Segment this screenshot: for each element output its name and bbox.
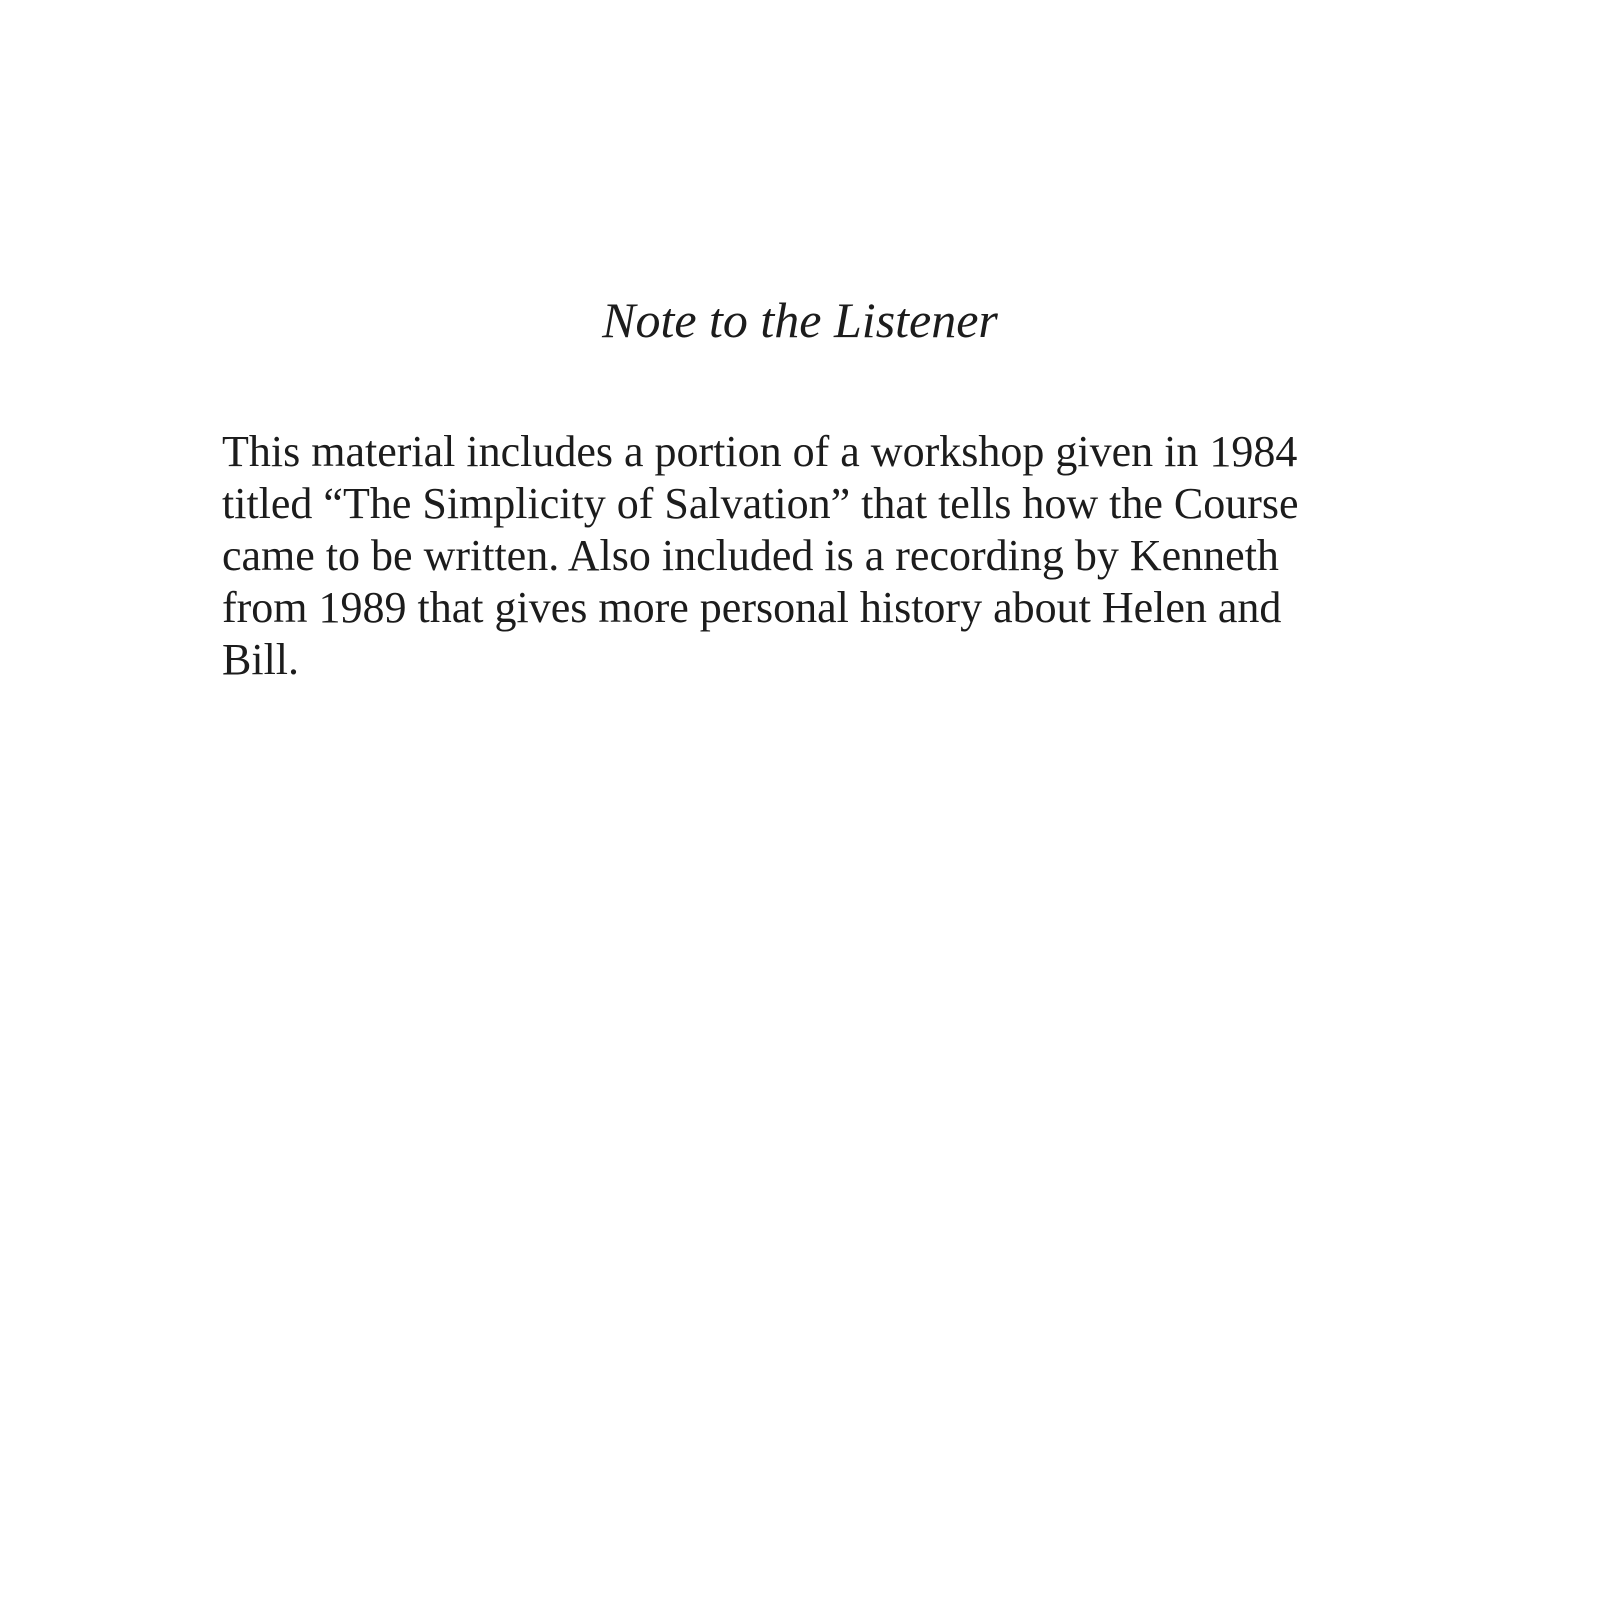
paragraph-line-4: from 1989 that gives more personal history about Helen and: [222, 583, 1282, 632]
paragraph-line-2: titled “The Simplicity of Salvation” that tells how the Course: [222, 479, 1299, 528]
paragraph-line-1: This material includes a portion of a workshop given in 1984: [222, 427, 1298, 476]
paragraph-line-3: came to be written. Also included is a recording by Kenneth: [222, 531, 1279, 580]
body-paragraph: [222, 426, 1392, 686]
paragraph-line-5: Bill.: [222, 635, 300, 684]
page-title: Note to the Listener: [602, 292, 998, 348]
